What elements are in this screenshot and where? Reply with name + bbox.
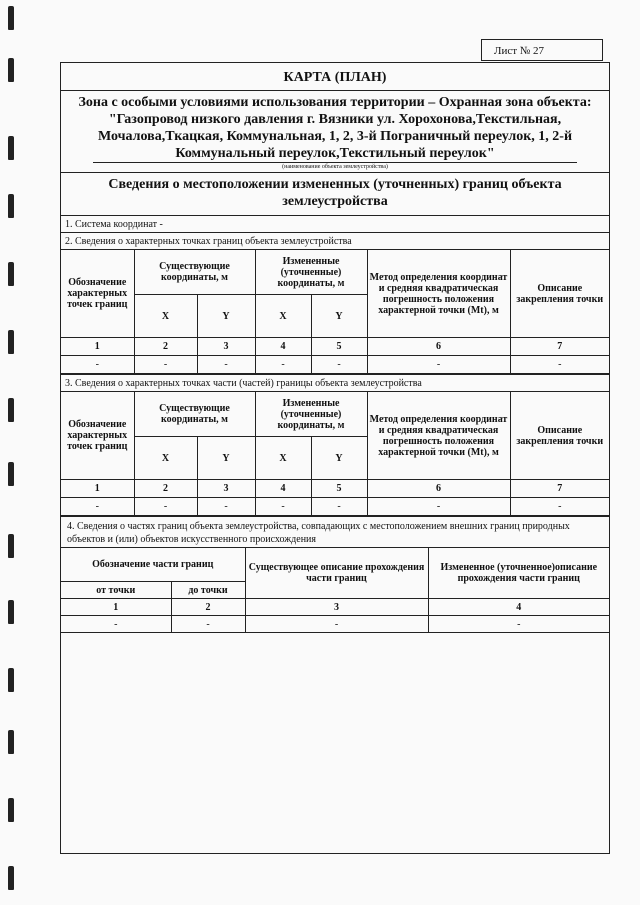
header-to-point: до точки bbox=[171, 582, 245, 599]
column-number: 5 bbox=[311, 338, 367, 356]
table-cell: - bbox=[255, 356, 311, 374]
table-cell: - bbox=[510, 356, 609, 374]
table-cell: - bbox=[428, 616, 609, 633]
column-number: 1 bbox=[61, 480, 134, 498]
header-x: X bbox=[255, 437, 311, 480]
table-cell: - bbox=[367, 356, 510, 374]
header-existing-coords: Существующие координаты, м bbox=[134, 392, 255, 437]
table-cell: - bbox=[255, 498, 311, 516]
table-cell: - bbox=[134, 356, 197, 374]
column-number: 1 bbox=[61, 599, 171, 616]
binding-hole bbox=[8, 330, 14, 354]
header-changed-coords: Измененные (уточненные) координаты, м bbox=[255, 392, 367, 437]
header-designation: Обозначение характерных точек границ bbox=[61, 250, 134, 338]
header-y: Y bbox=[197, 295, 255, 338]
header-part-designation: Обозначение части границ bbox=[61, 548, 245, 582]
column-number: 4 bbox=[255, 338, 311, 356]
binding-holes bbox=[0, 0, 22, 905]
header-description: Описание закрепления точки bbox=[510, 250, 609, 338]
table-cell: - bbox=[61, 356, 134, 374]
header-method: Метод определения координат и средняя квадратическая погрешность положения характерной точки (Mt), м bbox=[367, 392, 510, 480]
zone-line: Коммунальный переулок,Текстильный переулок" bbox=[175, 146, 495, 161]
table-cell: - bbox=[171, 616, 245, 633]
table-cell: - bbox=[61, 498, 134, 516]
binding-hole bbox=[8, 730, 14, 754]
binding-hole bbox=[8, 262, 14, 286]
table-cell: - bbox=[510, 498, 609, 516]
header-changed-coords: Измененные (уточненные) координаты, м bbox=[255, 250, 367, 295]
section2-title: 2. Сведения о характерных точках границ объекта землеустройства bbox=[61, 232, 609, 249]
binding-hole bbox=[8, 534, 14, 558]
header-x: X bbox=[134, 295, 197, 338]
column-number: 2 bbox=[171, 599, 245, 616]
sheet-number: Лист № 27 bbox=[481, 39, 603, 61]
zone-line: Мочалова,Ткацкая, Коммунальная, 1, 2, 3-й Пограничный переулок, 1, 2-й bbox=[97, 129, 573, 144]
zone-line: Зона с особыми условиями использования территории – Охранная зона объекта: bbox=[78, 95, 592, 110]
header-method: Метод определения координат и средняя квадратическая погрешность положения характерной точки (Mt), м bbox=[367, 250, 510, 338]
section4-title: 4. Сведения о частях границ объекта землеустройства, совпадающих с местоположением внешних границ природных объектов и (или) объектов искусственного происхождения bbox=[61, 516, 609, 547]
table-cell: - bbox=[311, 498, 367, 516]
binding-hole bbox=[8, 136, 14, 160]
column-number: 3 bbox=[197, 338, 255, 356]
table-cell: - bbox=[61, 616, 171, 633]
zone-description bbox=[61, 91, 609, 162]
table-cell: - bbox=[245, 616, 428, 633]
column-number: 7 bbox=[510, 480, 609, 498]
column-number: 4 bbox=[428, 599, 609, 616]
binding-hole bbox=[8, 798, 14, 822]
binding-hole bbox=[8, 398, 14, 422]
coordinate-system-line: 1. Система координат - bbox=[61, 215, 609, 232]
header-x: X bbox=[255, 295, 311, 338]
header-x: X bbox=[134, 437, 197, 480]
binding-hole bbox=[8, 600, 14, 624]
header-designation: Обозначение характерных точек границ bbox=[61, 392, 134, 480]
binding-hole bbox=[8, 462, 14, 486]
binding-hole bbox=[8, 866, 14, 890]
header-from-point: от точки bbox=[61, 582, 171, 599]
table-cell: - bbox=[311, 356, 367, 374]
boundary-parts-table bbox=[61, 547, 609, 633]
boundary-points-table bbox=[61, 249, 609, 374]
binding-hole bbox=[8, 668, 14, 692]
column-number: 1 bbox=[61, 338, 134, 356]
column-number: 4 bbox=[255, 480, 311, 498]
table-cell: - bbox=[134, 498, 197, 516]
table-cell: - bbox=[367, 498, 510, 516]
column-number: 6 bbox=[367, 338, 510, 356]
binding-hole bbox=[8, 194, 14, 218]
map-title: КАРТА (ПЛАН) bbox=[61, 63, 609, 91]
column-number: 5 bbox=[311, 480, 367, 498]
column-number: 2 bbox=[134, 338, 197, 356]
part-points-table bbox=[61, 391, 609, 516]
table-cell: - bbox=[197, 498, 255, 516]
header-y: Y bbox=[311, 437, 367, 480]
document-frame bbox=[60, 62, 610, 854]
column-number: 7 bbox=[510, 338, 609, 356]
section-title: Сведения о местоположении измененных (уточненных) границ объекта землеустройства bbox=[61, 172, 609, 215]
header-existing-description: Существующее описание прохождения части границ bbox=[245, 548, 428, 599]
header-existing-coords: Существующие координаты, м bbox=[134, 250, 255, 295]
column-number: 3 bbox=[245, 599, 428, 616]
object-name-caption: (наименование объекта землеустройства) bbox=[93, 162, 577, 172]
zone-line: "Газопровод низкого давления г. Вязники ул. Хорохонова,Текстильная, bbox=[108, 112, 562, 127]
header-y: Y bbox=[311, 295, 367, 338]
binding-hole bbox=[8, 6, 14, 30]
binding-hole bbox=[8, 58, 14, 82]
column-number: 3 bbox=[197, 480, 255, 498]
column-number: 6 bbox=[367, 480, 510, 498]
table-cell: - bbox=[197, 356, 255, 374]
section3-title: 3. Сведения о характерных точках части (частей) границы объекта землеустройства bbox=[61, 374, 609, 391]
header-description: Описание закрепления точки bbox=[510, 392, 609, 480]
header-y: Y bbox=[197, 437, 255, 480]
column-number: 2 bbox=[134, 480, 197, 498]
header-changed-description: Измененное (уточненное)описание прохождения части границ bbox=[428, 548, 609, 599]
